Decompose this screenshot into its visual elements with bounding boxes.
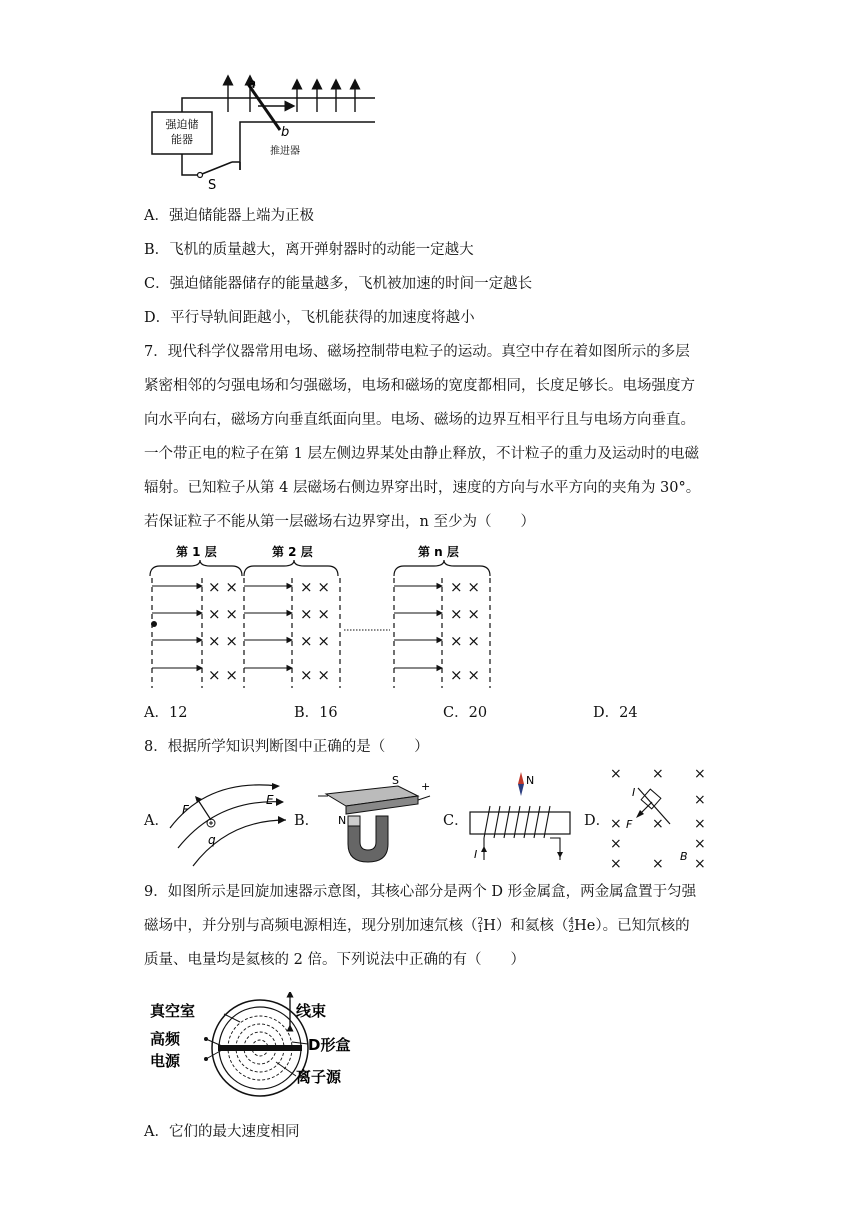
catapult-figure [140,70,390,195]
label-N: N [338,814,347,827]
q7-stem-line-2: 紧密相邻的匀强电场和匀强磁场，电场和磁场的宽度都相同，长度足够长。电场强度方 [144,378,695,394]
q6-option-c: C．强迫储能器储存的能量越多，飞机被加速的时间一定越长 [144,276,533,292]
particle [151,621,157,627]
svg-text:×: × [652,856,664,872]
layer1-label: 第 1 层 [176,545,217,559]
q7-stem-line-3: 向水平向右，磁场方向垂直纸面向里。电场、磁场的边界互相平行且与电场方向垂直。 [144,412,695,428]
svg-text:×: × [652,766,664,782]
ion-source-label: 离子源 [296,1068,342,1086]
label-S: S [392,776,399,787]
q9-option-a: A．它们的最大速度相同 [144,1124,300,1140]
thruster-label: 推进器 [270,146,300,157]
layers-figure [144,540,504,695]
svg-text:×: × [652,816,664,832]
hf-label-2: 电源 [150,1052,181,1070]
label-N: N [526,774,535,787]
q9-stem-line-1: 9．如图所示是回旋加速器示意图，其核心部分是两个 D 形金属盒，两金属盒置于匀强 [144,884,697,900]
q7-option-c: C．20 [443,705,488,721]
label-F: F [182,803,189,817]
q7-stem-line-4: 一个带正电的粒子在第 1 层左侧边界某处由静止释放，不计粒子的重力及运动时的电磁 [144,446,699,462]
q8-figure-b [318,776,438,866]
lower-rail [240,122,375,170]
svg-text:× ×: × × [300,632,330,650]
svg-text:× ×: × × [450,632,480,650]
label-I: I [632,786,636,799]
label-F: F [626,818,633,831]
switch-label: S [208,178,217,193]
svg-text:×: × [610,816,622,832]
deuteron-symbol: 2 1H [477,917,496,935]
dbox-label: D形盒 [308,1036,351,1054]
q7-stem-line-5: 辐射。已知粒子从第 4 层磁场右侧边界穿出时，速度的方向与水平方向的夹角为 30°。 [144,480,701,496]
label-b: b [281,125,290,140]
svg-text:× ×: × × [300,666,330,684]
q6-option-d: D．平行导轨间距越小，飞机能获得的加速度将越小 [144,310,475,326]
svg-text:×: × [694,836,706,852]
svg-text:×: × [694,766,706,782]
svg-text:×: × [694,792,706,808]
svg-text:× ×: × × [450,578,480,596]
label-a: a [248,77,256,92]
q7-option-d: D．24 [593,705,638,721]
label-I: I [474,848,478,861]
q8-figure-c [466,770,576,862]
helium-symbol: 4 2He [568,917,596,935]
cyclotron-figure [150,992,380,1100]
svg-text:×: × [694,816,706,832]
q6-option-a: A．强迫储能器上端为正极 [144,208,314,224]
q7-stem-line-6: 若保证粒子不能从第一层磁场右边界穿出，n 至少为（ ） [144,514,535,530]
svg-text:× ×: × × [208,666,238,684]
hf-label-1: 高频 [150,1030,181,1048]
svg-text:× ×: × × [300,605,330,623]
storage-label-2: 能器 [171,133,193,146]
svg-text:× ×: × × [450,605,480,623]
vacuum-label: 真空室 [150,1002,196,1020]
svg-text:× ×: × × [450,666,480,684]
svg-text:×: × [694,856,706,872]
q8-option-a-letter: A． [144,813,169,829]
storage-label: 强迫储 [165,118,199,131]
beam-label: 线束 [296,1002,327,1020]
q8-option-b-letter: B． [294,813,320,829]
svg-text:× ×: × × [300,578,330,596]
q9-stem-line-3: 质量、电量均是氦核的 2 倍。下列说法中正确的有（ ） [144,952,525,968]
label-q: q [208,833,216,847]
q7-option-a: A．12 [144,705,188,721]
q7-stem-line-1: 7．现代科学仪器常用电场、磁场控制带电粒子的运动。真空中存在着如图所示的多层 [144,344,690,360]
label-B: B [680,850,688,863]
label-E: E [266,793,274,807]
layer2-label: 第 2 层 [272,545,313,559]
q9-stem-line-2: 磁场中，并分别与高频电源相连，现分别加速氘核（2 1H）和氦核（4 2He）。已知氘核的 [144,917,690,935]
svg-text:× ×: × × [208,605,238,623]
switch-contact [198,173,203,178]
svg-text:× ×: × × [208,578,238,596]
layern-label: 第 n 层 [418,545,459,559]
q8-option-d-letter: D． [584,813,611,829]
q8-stem: 8．根据所学知识判断图中正确的是（ ） [144,739,429,755]
q8-figure-a [168,768,288,868]
q6-option-b: B．飞机的质量越大，离开弹射器时的动能一定越大 [144,242,474,258]
q8-option-c-letter: C． [443,813,469,829]
svg-text:× ×: × × [208,632,238,650]
switch-lever [202,162,232,174]
svg-text:×: × [610,836,622,852]
svg-text:×: × [610,856,622,872]
q7-option-b: B．16 [294,705,338,721]
label-plus: + [421,780,431,793]
q8-figure-d [606,764,716,872]
svg-text:×: × [610,766,622,782]
upper-rail [182,98,375,112]
